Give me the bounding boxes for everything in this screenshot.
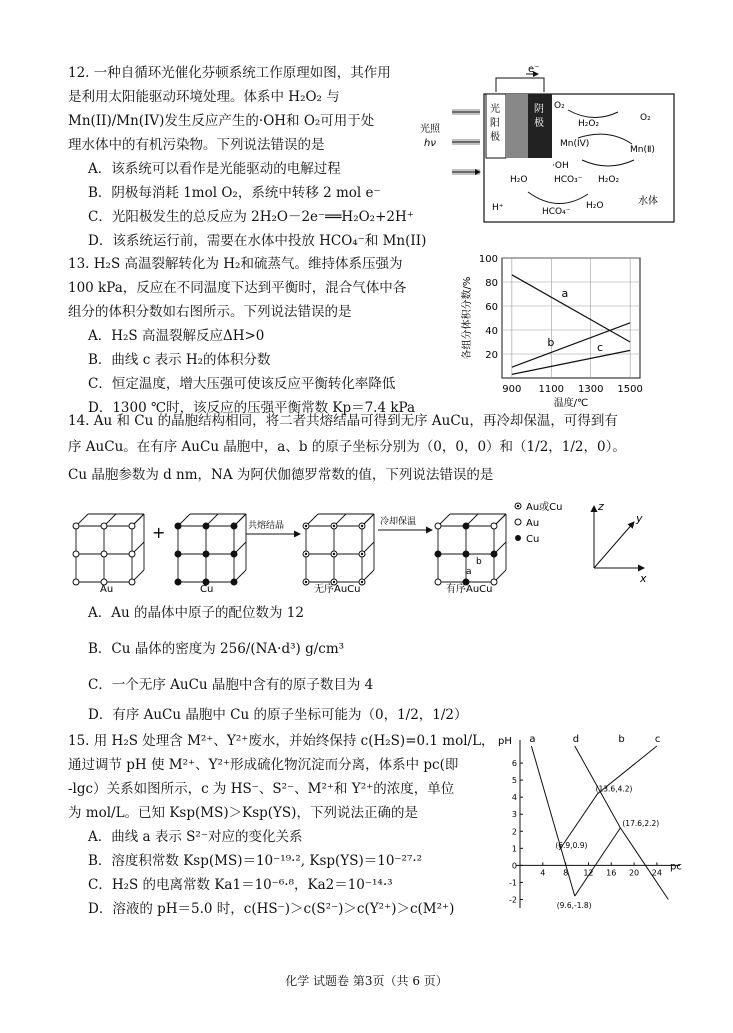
q12-line-4: 理水体中的有机污染物。下列说法错误的是 bbox=[68, 137, 325, 153]
atom bbox=[491, 523, 497, 529]
page-footer: 化学 试题卷 第3页（共 6 页） bbox=[285, 974, 448, 988]
electron-label: e⁻ bbox=[528, 64, 540, 75]
atom bbox=[463, 523, 469, 529]
q12-line-2: 是利用太阳能驱动环境处理。体系中 H₂O₂ 与 bbox=[68, 89, 340, 105]
arrow-label-cool: 冷却保温 bbox=[380, 517, 417, 527]
q14-option-a: A．Au 的晶体中原子的配位数为 12 bbox=[88, 605, 304, 621]
q15-line-4: 为 mol/L。已知 Ksp(MS)＞Ksp(YS)，下列说法正确的是 bbox=[68, 805, 418, 821]
atom bbox=[73, 579, 79, 585]
species-h2o2-1: H₂O₂ bbox=[578, 119, 600, 129]
q15-ph-pc-chart bbox=[496, 730, 696, 920]
atom-core bbox=[333, 553, 335, 555]
q15-option-c: C．H₂S 的电离常数 Ka1＝10⁻⁶·⁸，Ka2＝10⁻¹⁴·³ bbox=[88, 877, 393, 893]
photoanode-char-1: 光 bbox=[490, 104, 500, 115]
y-tick-label: 20 bbox=[485, 350, 498, 361]
hv-label: hν bbox=[424, 138, 436, 149]
point-annotation: (17.6,2.2) bbox=[622, 818, 660, 828]
cathode-char-2: 极 bbox=[534, 118, 544, 129]
light-label: 光照 bbox=[420, 124, 440, 135]
q13-volume-fraction-chart bbox=[450, 250, 650, 410]
atom bbox=[101, 523, 107, 529]
q15-option-a: A．曲线 a 表示 S²⁻对应的变化关系 bbox=[88, 829, 303, 845]
q12-line-1: 12. 一种自循环光催化芬顿系统工作原理如图，其作用 bbox=[68, 65, 391, 81]
point-annotation: (13.6,4.2) bbox=[595, 784, 633, 794]
q13-line-2: 100 kPa，反应在不同温度下达到平衡时，混合气体中各 bbox=[68, 280, 407, 296]
q13-line-1: 13. H₂S 高温裂解转化为 H₂和硫蒸气。维持体系压强为 bbox=[68, 256, 403, 272]
y-tick-label: 3 bbox=[511, 810, 517, 820]
series-line-a bbox=[531, 746, 574, 896]
atom bbox=[491, 551, 497, 557]
series-label-c: c bbox=[654, 734, 661, 745]
q13-option-b: B．曲线 c 表示 H₂的体积分数 bbox=[88, 352, 271, 368]
atom-core bbox=[361, 525, 363, 527]
point-b: b bbox=[476, 557, 482, 567]
x-tick-label: 12 bbox=[583, 868, 594, 878]
atom-core bbox=[305, 581, 307, 583]
atom bbox=[435, 551, 441, 557]
point-a: a bbox=[466, 567, 472, 577]
species-hco4: HCO₄⁻ bbox=[542, 207, 571, 217]
x-tick-label: 1100 bbox=[538, 384, 565, 395]
y-axis-label: 各组分体积分数/% bbox=[462, 276, 473, 360]
water-label: 水体 bbox=[638, 196, 658, 207]
atom bbox=[231, 579, 237, 585]
atom bbox=[175, 523, 181, 529]
q14-line-2: 序 AuCu。在有序 AuCu 晶胞中，a、b 的原子坐标分别为（0，0，0）和（1/2，1/2，0）。 bbox=[68, 439, 626, 455]
q14-option-d: D．有序 AuCu 晶胞中 Cu 的原子坐标可能为（0，1/2，1/2） bbox=[88, 707, 468, 723]
y-axis-label: pH bbox=[498, 736, 512, 747]
atom bbox=[463, 551, 469, 557]
q12-photocatalysis-figure bbox=[418, 64, 680, 224]
q14-crystal-cell-figure bbox=[68, 492, 668, 598]
x-tick-label: 4 bbox=[540, 868, 546, 878]
atom bbox=[175, 579, 181, 585]
atom bbox=[73, 551, 79, 557]
atom bbox=[129, 551, 135, 557]
legend-au: Au bbox=[526, 518, 540, 529]
x-axis-label: 温度/℃ bbox=[553, 398, 589, 409]
point-annotation: (6.9,0.9) bbox=[555, 841, 588, 851]
q15-line-2: 通过调节 pH 使 M²⁺、Y²⁺形成硫化物沉淀而分离，体系中 pc(即 bbox=[68, 757, 459, 773]
legend-au-or-cu: Au或Cu bbox=[526, 502, 563, 513]
x-tick-label: 1300 bbox=[577, 384, 604, 395]
species-mn2: Mn(Ⅱ) bbox=[630, 145, 655, 155]
q14-line-3: Cu 晶胞参数为 d nm，NA 为阿伏伽德罗常数的值，下列说法错误的是 bbox=[68, 467, 494, 483]
q12-option-b: B．阴极每消耗 1mol O₂，系统中转移 2 mol e⁻ bbox=[88, 185, 381, 201]
x-tick-label: 16 bbox=[606, 868, 617, 878]
series-label-a: a bbox=[561, 287, 569, 301]
species-h2o2-2: H₂O₂ bbox=[598, 175, 620, 185]
axis-x: x bbox=[640, 572, 647, 585]
y-tick-label: 2 bbox=[511, 827, 517, 837]
x-axis-label: pc bbox=[670, 861, 682, 873]
cell-label-disordered: 无序AuCu bbox=[314, 584, 361, 595]
q12-line-3: Mn(II)/Mn(IV)发生反应产生的·OH和 O₂可用于处 bbox=[68, 113, 375, 129]
q15-line-3: -lgc）关系如图所示，c 为 HS⁻、S²⁻、M²⁺和 Y²⁺的浓度，单位 bbox=[68, 781, 455, 797]
species-oh: ·OH bbox=[552, 161, 569, 171]
q13-line-3: 组分的体积分数如右图所示。下列说法错误的是 bbox=[68, 304, 352, 320]
photoanode-char-3: 极 bbox=[490, 132, 500, 143]
point-annotation: (9.6,-1.8) bbox=[556, 901, 592, 911]
series-label-a: a bbox=[529, 734, 536, 745]
q12-option-d: D．该系统运行前，需要在水体中投放 HCO₄⁻和 Mn(II) bbox=[88, 233, 427, 249]
y-tick-label: 100 bbox=[478, 254, 498, 265]
atom bbox=[203, 523, 209, 529]
q13-option-d: D．1300 ℃时，该反应的压强平衡常数 Kp＝7.4 kPa bbox=[88, 400, 416, 416]
series-line-b bbox=[512, 323, 630, 367]
x-tick-label: 24 bbox=[651, 868, 662, 878]
q12-option-a: A．该系统可以看作是光能驱动的电解过程 bbox=[88, 161, 341, 177]
species-o2-2: O₂ bbox=[640, 113, 651, 123]
species-h2o-2: H₂O bbox=[586, 201, 604, 211]
q12-option-c: C．光阳极发生的总反应为 2H₂O－2e⁻══H₂O₂+2H⁺ bbox=[88, 209, 414, 225]
series-label-d: d bbox=[572, 734, 580, 745]
arrow-label-cocrystallize: 共熔结晶 bbox=[248, 521, 285, 531]
atom bbox=[435, 523, 441, 529]
y-tick-label: 5 bbox=[511, 776, 517, 786]
species-hco3: HCO₃⁻ bbox=[554, 175, 583, 185]
cell-label-ordered: 有序AuCu bbox=[446, 584, 493, 595]
atom-core bbox=[361, 553, 363, 555]
atom-core bbox=[305, 553, 307, 555]
species-h-plus: H⁺ bbox=[492, 203, 504, 213]
series-line-c bbox=[559, 746, 660, 850]
series-line-b bbox=[575, 828, 621, 896]
species-h2o-1: H₂O bbox=[510, 175, 528, 185]
y-tick-label: 1 bbox=[511, 844, 517, 854]
atom-core bbox=[305, 525, 307, 527]
svg-text:+: + bbox=[152, 523, 166, 542]
q14-option-b: B．Cu 晶体的密度为 256/(NA·d³) g/cm³ bbox=[88, 641, 345, 657]
atom bbox=[129, 523, 135, 529]
atom bbox=[435, 579, 441, 585]
axis-z: z bbox=[598, 500, 604, 513]
plot-frame bbox=[502, 258, 640, 378]
atom-core bbox=[333, 525, 335, 527]
y-tick-label: 80 bbox=[485, 278, 498, 289]
q14-line-1: 14. Au 和 Cu 的晶胞结构相同，将二者共熔结晶可得到无序 AuCu，再冷却保温，可得到有 bbox=[68, 413, 618, 429]
atom bbox=[203, 551, 209, 557]
q14-option-c: C．一个无序 AuCu 晶胞中含有的原子数目为 4 bbox=[88, 677, 374, 693]
x-tick-label: 20 bbox=[628, 868, 640, 878]
cathode-char-1: 阴 bbox=[534, 104, 544, 115]
y-tick-label: 0 bbox=[511, 861, 517, 871]
x-tick-label: 8 bbox=[563, 868, 569, 878]
axis-y: y bbox=[636, 512, 643, 525]
series-label-b: b bbox=[547, 335, 555, 349]
cell-label-cu: Cu bbox=[200, 584, 214, 595]
series-line-a bbox=[512, 275, 630, 342]
series-label-b: b bbox=[618, 734, 625, 745]
photoanode-char-2: 阳 bbox=[490, 118, 500, 129]
y-tick-label: 40 bbox=[485, 326, 498, 337]
q15-option-b: B．溶度积常数 Ksp(MS)＝10⁻¹⁹·², Ksp(YS)＝10⁻²⁷·² bbox=[88, 853, 423, 869]
y-tick-label: 60 bbox=[485, 302, 498, 313]
y-tick-label: 6 bbox=[511, 759, 517, 769]
atom bbox=[175, 551, 181, 557]
y-tick-label: 4 bbox=[511, 793, 517, 803]
q13-option-c: C．恒定温度，增大压强可使该反应平衡转化率降低 bbox=[88, 376, 396, 392]
y-tick-label: -2 bbox=[509, 895, 517, 905]
species-mn4: Mn(IV) bbox=[560, 139, 590, 149]
q15-option-d: D．溶液的 pH＝5.0 时，c(HS⁻)＞c(S²⁻)＞c(Y²⁺)＞c(M²⁺) bbox=[88, 901, 455, 917]
cell-label-au: Au bbox=[100, 584, 114, 595]
atom-core bbox=[361, 581, 363, 583]
x-tick-label: 1500 bbox=[617, 384, 643, 395]
atom bbox=[129, 579, 135, 585]
atom bbox=[231, 523, 237, 529]
atom bbox=[231, 551, 237, 557]
species-o2-1: O₂ bbox=[554, 101, 565, 111]
atom-core bbox=[333, 581, 335, 583]
series-label-c: c bbox=[597, 341, 604, 355]
atom bbox=[101, 551, 107, 557]
q13-option-a: A．H₂S 高温裂解反应ΔH>0 bbox=[88, 328, 265, 344]
y-tick-label: -1 bbox=[509, 878, 517, 888]
legend-cu: Cu bbox=[526, 534, 540, 545]
atom bbox=[73, 523, 79, 529]
q15-line-1: 15. 用 H₂S 处理含 M²⁺、Y²⁺废水，并始终保持 c(H₂S)=0.1 mol/L， bbox=[68, 733, 495, 749]
x-tick-label: 900 bbox=[502, 384, 522, 395]
